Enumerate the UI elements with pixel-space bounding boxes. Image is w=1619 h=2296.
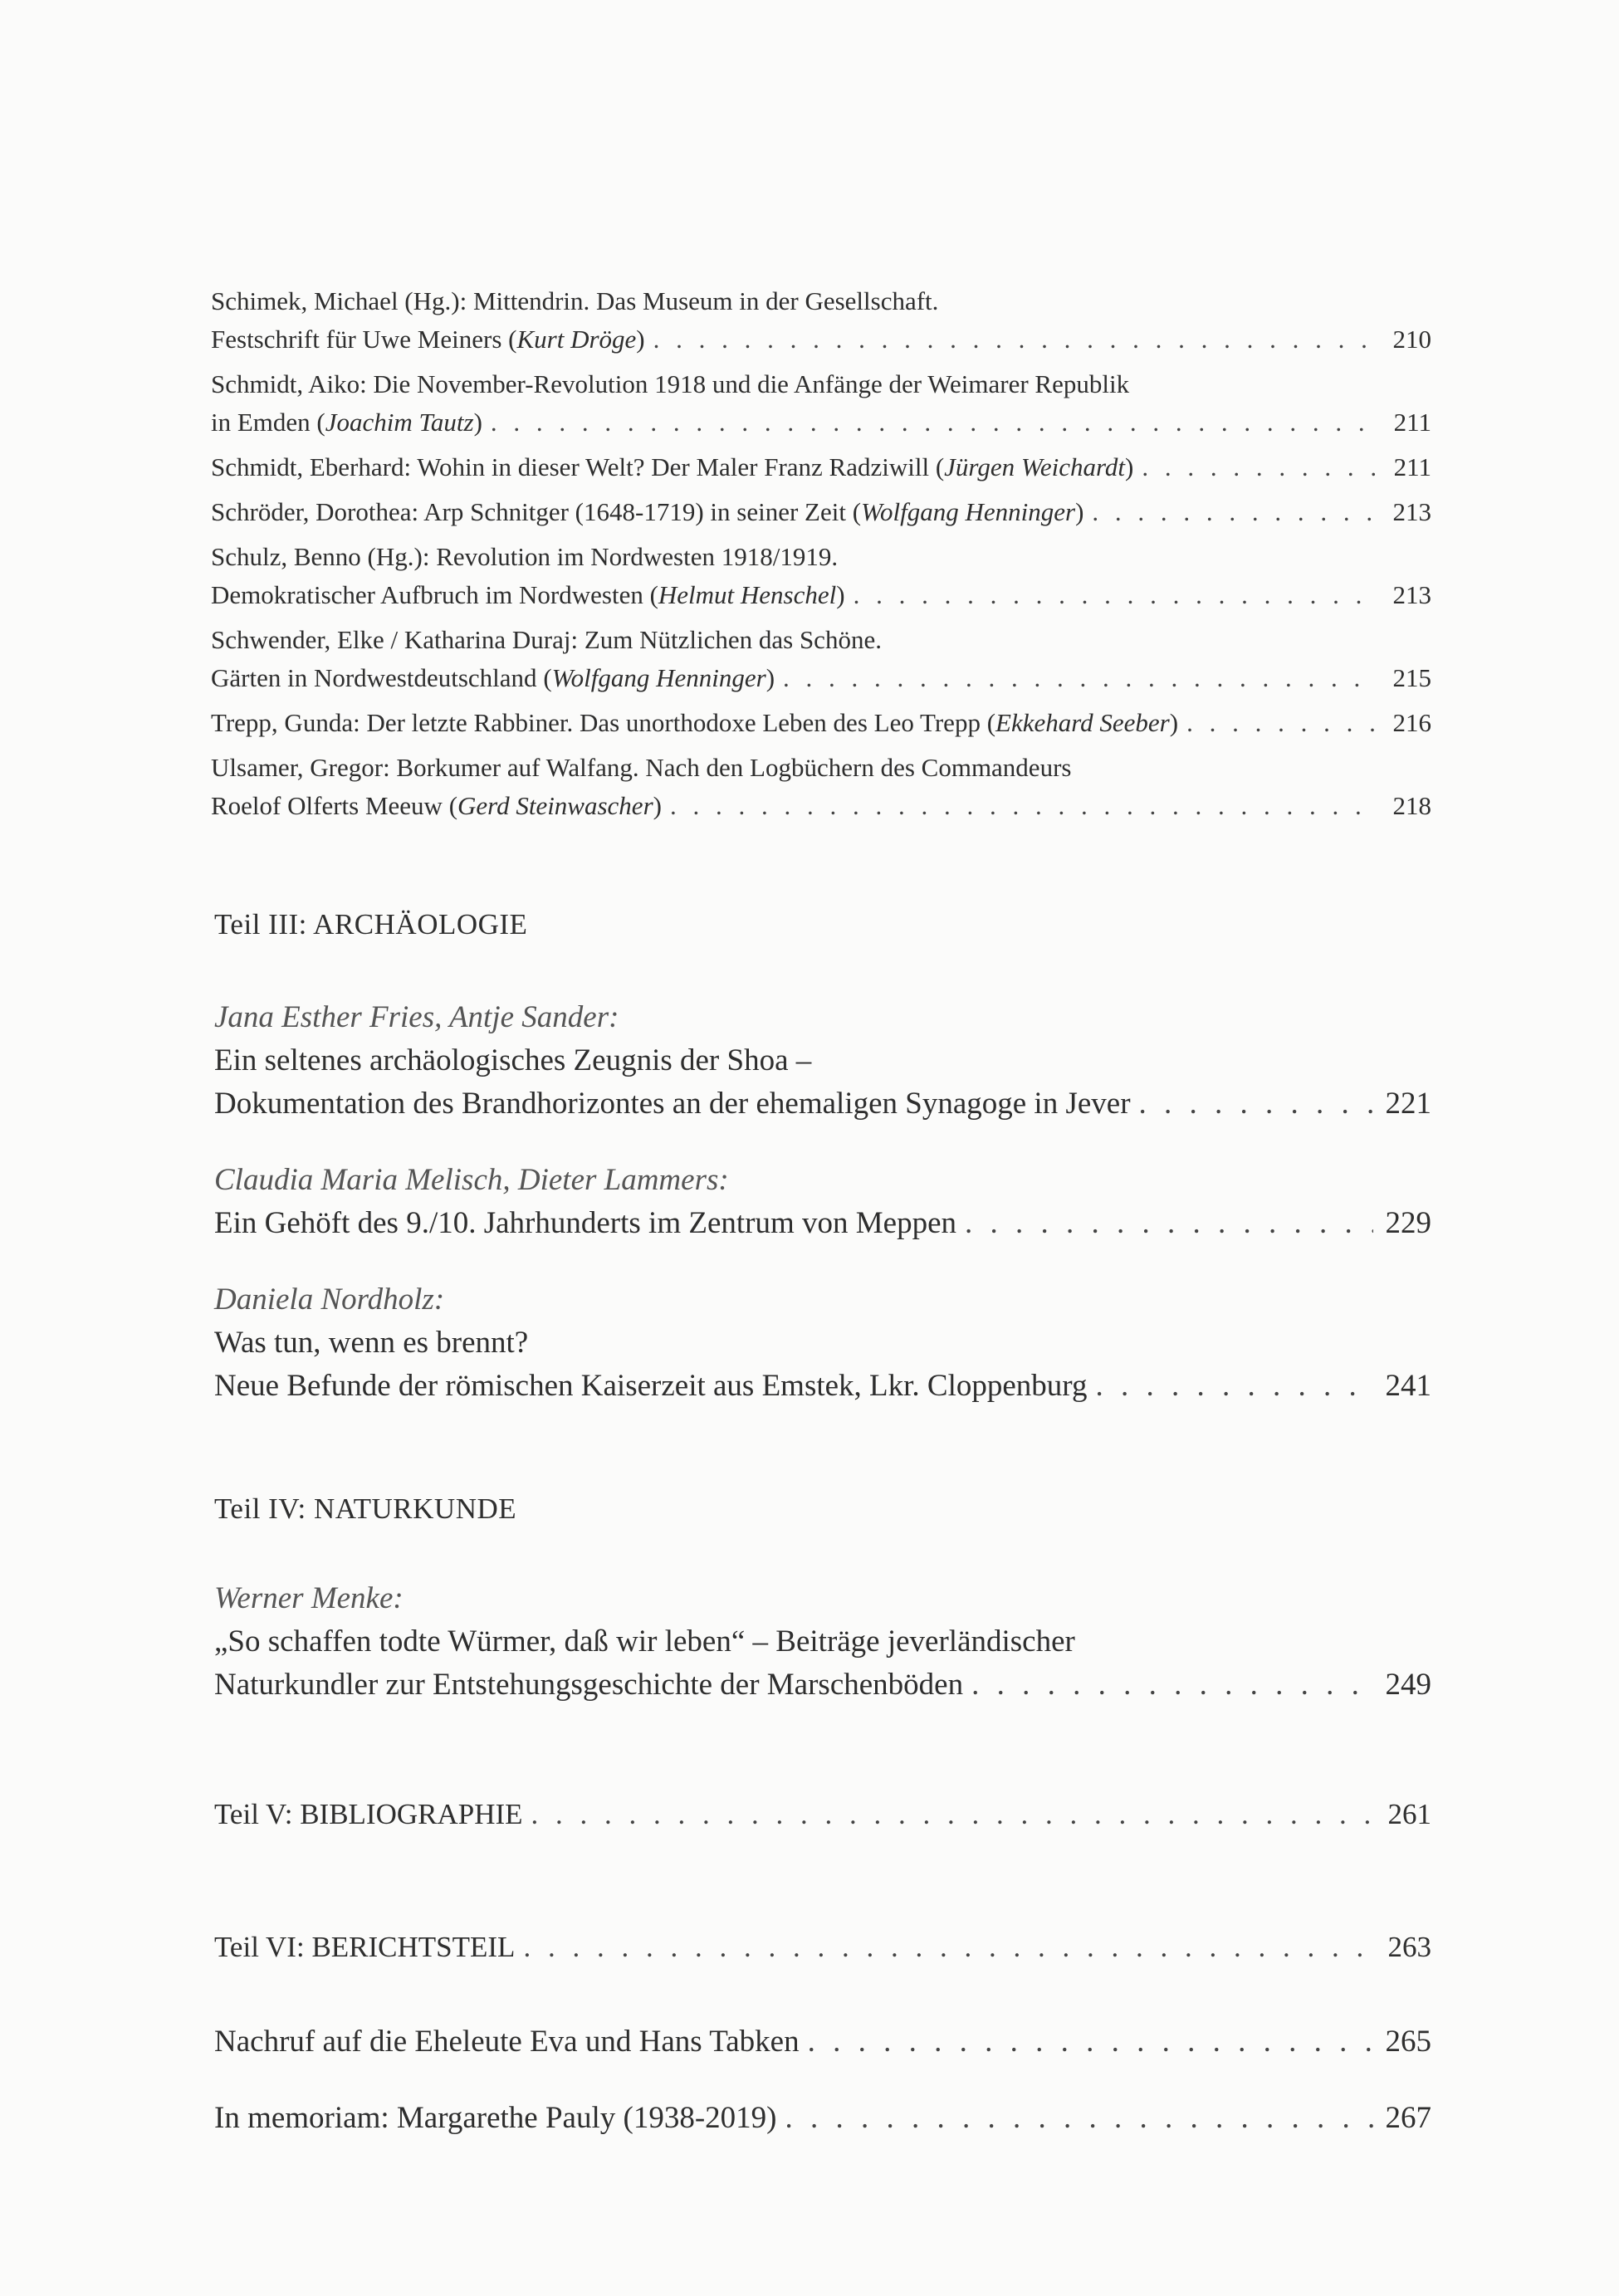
- page-number: 241: [1385, 1369, 1431, 1403]
- entry-title-line: [214, 1663, 1431, 1707]
- page-number: 263: [1387, 1931, 1431, 1963]
- review-line-2: [211, 320, 1431, 359]
- page-number: 267: [1385, 2101, 1431, 2135]
- review-line-2: [211, 576, 1431, 614]
- page-number: 261: [1387, 1798, 1431, 1830]
- page-number: 210: [1392, 325, 1431, 354]
- page-number: 221: [1385, 1087, 1431, 1121]
- review-title-cont: in Emden (Joachim Tautz): [211, 408, 482, 437]
- leader-dots: [1092, 493, 1377, 531]
- entry-title-cont: Naturkundler zur Entstehungsgeschichte der Marschenböden: [214, 1668, 964, 1702]
- page-number: 229: [1385, 1206, 1431, 1240]
- toc-entry: [214, 1159, 1431, 1245]
- leader-dots: [808, 2020, 1373, 2064]
- reviewer: Wolfgang Henninger: [861, 497, 1076, 526]
- entry-title: Ein seltenes archäologisches Zeugnis der Shoa –: [214, 1043, 812, 1077]
- page-number: 215: [1392, 663, 1431, 692]
- section-heading-archaeologie: Teil III: ARCHÄOLOGIE: [214, 908, 528, 940]
- review-line: [211, 448, 1431, 486]
- review-entry: [211, 621, 1431, 697]
- review-title: Schmidt, Aiko: Die November-Revolution 1918 und die Anfänge der Weimarer Republik: [211, 369, 1130, 398]
- entry-title: Was tun, wenn es brennt?: [214, 1326, 529, 1360]
- leader-dots: [1142, 448, 1377, 486]
- reviewer: Ekkehard Seeber: [995, 708, 1170, 737]
- reviewer: Jürgen Weichardt: [944, 452, 1125, 481]
- entry-title: Nachruf auf die Eheleute Eva und Hans Tabken: [214, 2025, 800, 2059]
- review-title-cont: Roelof Olferts Meeuw (Gerd Steinwascher): [211, 791, 662, 820]
- entry-title: „So schaffen todte Würmer, daß wir leben“ – Beiträge jeverländischer: [214, 1624, 1075, 1658]
- review-title: Trepp, Gunda: Der letzte Rabbiner. Das unorthodoxe Leben des Leo Trepp (Ekkehard Seeber): [211, 708, 1179, 737]
- entry-title-line: [214, 2097, 1431, 2140]
- leader-dots: [1186, 704, 1377, 742]
- review-entry: [211, 282, 1431, 359]
- review-entry: [211, 365, 1431, 442]
- entry-title-line: [214, 1202, 1431, 1245]
- review-title: Ulsamer, Gregor: Borkumer auf Walfang. Nach den Logbüchern des Commandeurs: [211, 753, 1072, 782]
- review-title: Schröder, Dorothea: Arp Schnitger (1648-1719) in seiner Zeit (Wolfgang Henninger): [211, 497, 1084, 526]
- review-line-2: [211, 659, 1431, 697]
- page-number: 265: [1385, 2025, 1431, 2059]
- leader-dots: [1095, 1365, 1373, 1408]
- reviews-list: [211, 282, 1431, 832]
- review-entry: [211, 704, 1431, 742]
- entry-title-line: [214, 2020, 1431, 2064]
- page-number: 211: [1393, 452, 1431, 481]
- review-title: Schmidt, Eberhard: Wohin in dieser Welt? Der Maler Franz Radziwill (Jürgen Weichardt): [211, 452, 1134, 481]
- entry-author: Jana Esther Fries, Antje Sander:: [214, 1000, 619, 1034]
- entry-title-line: [214, 1793, 1431, 1836]
- toc-entry: [214, 996, 1431, 1126]
- entry-author: Werner Menke:: [214, 1581, 404, 1615]
- review-line-1: [211, 538, 1431, 576]
- toc-entry-bibliographie: [214, 1793, 1431, 1836]
- entry-title-cont: Neue Befunde der römischen Kaiserzeit aus Emstek, Lkr. Cloppenburg: [214, 1369, 1088, 1403]
- review-line-1: [211, 621, 1431, 659]
- section-heading-berichtsteil: Teil VI: BERICHTSTEIL: [214, 1931, 516, 1963]
- toc-entry: [214, 1278, 1431, 1408]
- entry-title-line: [214, 1926, 1431, 1969]
- review-title: Schimek, Michael (Hg.): Mittendrin. Das Museum in der Gesellschaft.: [211, 286, 939, 315]
- review-title-cont: Gärten in Nordwestdeutschland (Wolfgang Henninger): [211, 663, 775, 692]
- entry-title-line: [214, 1365, 1431, 1408]
- review-entry: [211, 538, 1431, 614]
- page-number: 213: [1392, 497, 1431, 526]
- leader-dots: [783, 659, 1377, 697]
- review-entry: [211, 448, 1431, 486]
- section-heading-bibliographie: Teil V: BIBLIOGRAPHIE: [214, 1798, 523, 1830]
- review-line: [211, 704, 1431, 742]
- review-title: Schwender, Elke / Katharina Duraj: Zum Nützlichen das Schöne.: [211, 625, 882, 654]
- reviewer: Gerd Steinwascher: [457, 791, 653, 820]
- entry-title-cont: Dokumentation des Brandhorizontes an der ehemaligen Synagoge in Jever: [214, 1087, 1131, 1121]
- review-line-1: [211, 282, 1431, 320]
- review-entry: [211, 749, 1431, 825]
- leader-dots: [491, 403, 1377, 442]
- leader-dots: [965, 1202, 1373, 1245]
- page-number: 213: [1392, 580, 1431, 609]
- entry-title: Ein Gehöft des 9./10. Jahrhunderts im Zentrum von Meppen: [214, 1206, 956, 1240]
- toc-entry: [214, 2097, 1431, 2140]
- leader-dots: [523, 1926, 1373, 1969]
- entry-title-line: [214, 1082, 1431, 1126]
- page-number: 249: [1385, 1668, 1431, 1702]
- review-title-cont: Festschrift für Uwe Meiners (Kurt Dröge): [211, 325, 645, 354]
- leader-dots: [531, 1793, 1373, 1836]
- review-line: [211, 493, 1431, 531]
- review-line-2: [211, 403, 1431, 442]
- reviewer: Wolfgang Henninger: [551, 663, 766, 692]
- leader-dots: [653, 320, 1377, 359]
- toc-entry: [214, 1577, 1431, 1707]
- review-title: Schulz, Benno (Hg.): Revolution im Nordwesten 1918/1919.: [211, 542, 839, 571]
- section-heading-naturkunde: Teil IV: NATURKUNDE: [214, 1492, 517, 1525]
- leader-dots: [854, 576, 1377, 614]
- leader-dots: [785, 2097, 1373, 2140]
- leader-dots: [1139, 1082, 1373, 1126]
- entry-author: Claudia Maria Melisch, Dieter Lammers:: [214, 1163, 729, 1197]
- review-title-cont: Demokratischer Aufbruch im Nordwesten (Helmut Henschel): [211, 580, 845, 609]
- reviewer: Helmut Henschel: [658, 580, 837, 609]
- reviewer: Joachim Tautz: [325, 408, 474, 437]
- toc-entry-berichtsteil: [214, 1926, 1431, 1969]
- page-number: 216: [1392, 708, 1431, 737]
- leader-dots: [971, 1663, 1373, 1707]
- page-number: 211: [1393, 408, 1431, 437]
- reviewer: Kurt Dröge: [516, 325, 637, 354]
- page-number: 218: [1392, 791, 1431, 820]
- review-line-1: [211, 749, 1431, 787]
- review-line-2: [211, 787, 1431, 825]
- leader-dots: [670, 787, 1377, 825]
- entry-title: In memoriam: Margarethe Pauly (1938-2019): [214, 2101, 777, 2135]
- entry-author: Daniela Nordholz:: [214, 1282, 445, 1317]
- review-line-1: [211, 365, 1431, 403]
- toc-entry: [214, 2020, 1431, 2064]
- review-entry: [211, 493, 1431, 531]
